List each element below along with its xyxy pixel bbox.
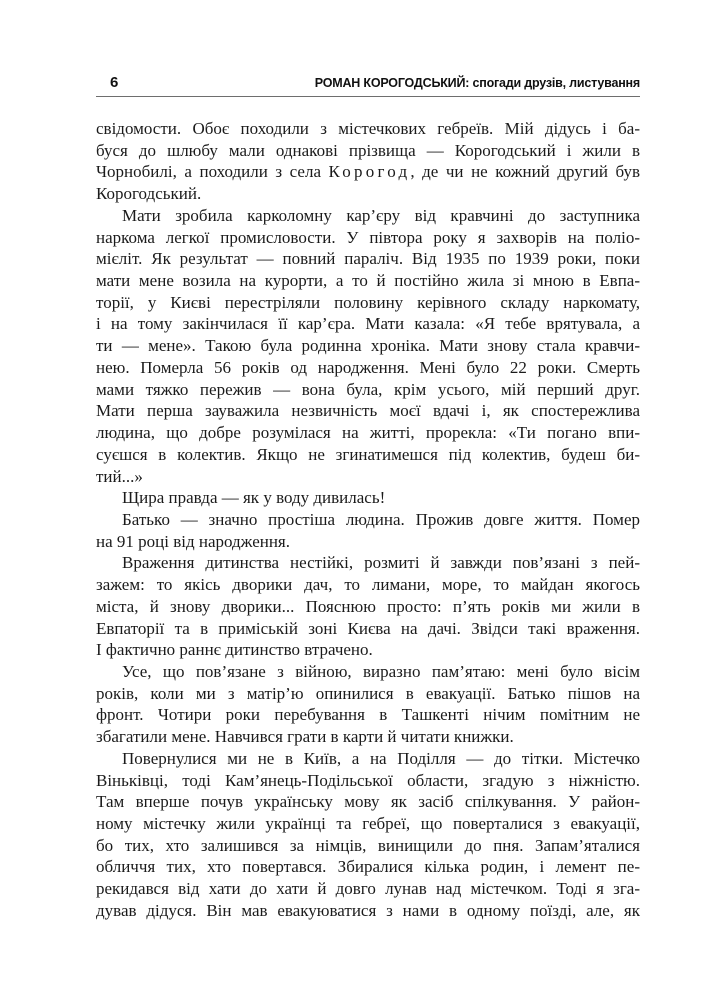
paragraph [96, 748, 640, 922]
paragraph [96, 205, 640, 487]
text-line: Батько — значно простіша людина. Прожив довге життя. Помер [122, 509, 640, 529]
page-number: 6 [110, 74, 119, 91]
text-line [96, 161, 640, 183]
paragraph [96, 661, 640, 748]
text-line: мами тяжко пережив — вона була, крім усього, мій перший друг. [96, 379, 640, 399]
text-line: торії, у Києві перестріляли половину керівного складу наркомату, [96, 292, 640, 312]
text-line: Віньківці, тоді Кам’янець-Подільської области, згадую з ніжністю. [96, 770, 640, 790]
text-line: бо тих, хто залишився за німців, винищили до пня. Запам’яталися [96, 835, 640, 855]
body-text [96, 118, 640, 922]
text-segment: , де чи не кожний другий був [410, 162, 640, 182]
paragraph [96, 487, 640, 509]
text-line: ному містечку жили українці та гебреї, що поверталися з евакуації, [96, 814, 640, 833]
text-line: і на тому закінчилася її кар’єра. Мати казала: «Я тебе врятувала, а [96, 314, 640, 334]
running-title: РОМАН КОРОГОДСЬКИЙ: спогади друзів, листування [314, 76, 640, 90]
text-segment: Чорнобилі, а походили з села [96, 162, 329, 182]
header-rule [96, 96, 640, 97]
text-line: буся до шлюбу мали однакові прізвища — Корогодський і жили в [96, 140, 640, 160]
text-line: Щира правда — як у воду дивилась! [122, 488, 386, 508]
text-line: фронт. Чотири роки перебування в Ташкенті нічим помітним не [96, 705, 640, 725]
text-line: Повернулися ми не в Київ, а на Поділля — до тітки. Містечко [122, 748, 640, 768]
letterspaced-emphasis: Корогод [328, 162, 411, 182]
paragraph [96, 118, 640, 205]
text-line: міста, й знову дворики... Пояснюю просто: п’ять років ми жили в [96, 596, 640, 616]
text-line: тий...» [96, 466, 143, 486]
text-line: наркома легкої промисловости. У півтора року я захворів на поліо- [96, 227, 640, 247]
text-line: нею. Померла 56 років од народження. Мені було 22 роки. Смерть [96, 357, 640, 377]
text-line: людина, що добре розумілася на житті, прорекла: «Ти погано впи- [96, 423, 640, 443]
text-line: рекидався від хати до хати й довго лунав над містечком. Тоді я зга- [96, 879, 640, 899]
text-line: мієліт. Як результат — повний параліч. Від 1935 по 1939 роки, поки [96, 249, 640, 269]
text-line: ти — мене». Такою була родинна хроніка. Мати знову стала кравчи- [96, 336, 640, 356]
text-line: збагатили мене. Навчився грати в карти й читати книжки. [96, 727, 514, 747]
page-header [96, 74, 640, 91]
text-line: Усе, що пов’язане з війною, виразно пам’ятаю: мені було вісім [122, 661, 640, 681]
text-line: І фактично раннє дитинство втрачено. [96, 640, 373, 660]
text-line: мати мене возила на курорти, а то й постійно жила зі мною в Евпа- [96, 271, 640, 291]
text-line: Мати зробила карколомну кар’єру від кравчині до заступника [122, 205, 640, 225]
text-line: Враження дитинства нестійкі, розмиті й завжди пов’язані з пей- [122, 553, 640, 573]
text-line: Корогодський. [96, 184, 202, 204]
text-line: Там вперше почув українську мову як засіб спілкування. У район- [96, 792, 640, 812]
text-line: зажем: то якісь дворики дач, то лимани, море, то майдан якогось [96, 575, 640, 595]
text-line: Евпаторії та в приміській зоні Києва на дачі. Звідси такі враження. [96, 618, 640, 638]
text-line: років, коли ми з матір’ю опинилися в евакуації. Батько пішов на [96, 683, 640, 703]
text-line: обличчя тих, хто повертався. Збиралися кілька родин, і лемент пе- [96, 857, 640, 877]
text-line: свідомости. Обоє походили з містечкових гебреїв. Мій дідусь і ба- [96, 119, 640, 138]
text-line: суєшся в колектив. Якщо не згинатимешся під колектив, будеш би- [96, 444, 640, 464]
paragraph [96, 552, 640, 661]
paragraph [96, 509, 640, 552]
text-line: дував дідуся. Він мав евакуюватися з нами в одному поїзді, але, як [96, 900, 640, 920]
text-line: на 91 році від народження. [96, 531, 290, 551]
text-line: Мати перша зауважила незвичність моєї вдачі і, як спостережлива [96, 401, 640, 421]
